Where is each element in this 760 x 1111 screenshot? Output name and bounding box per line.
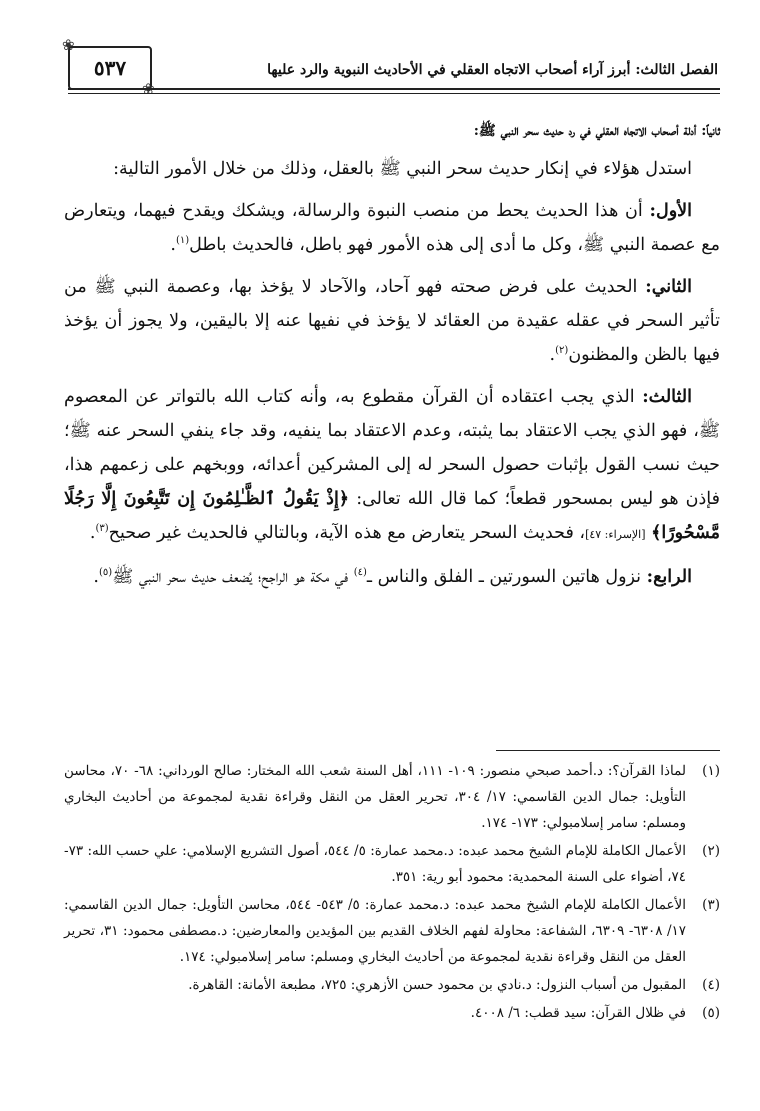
point-label: الرابع: [646, 567, 692, 587]
header-rule-thin [68, 93, 720, 94]
footnote-text: لماذا القرآن؟: د.أحمد صبحي منصور: ١٠٩- ١١١، أهل السنة شعب الله المختار: صالح الورداني: ٦٨- ٧٠، محاسن التأويل: جمال الدين القاسمي: ١٧/ ٣٠٤، تحرير العقل من النقل وقراءة نقدية لمجموعة من أحاديث البخاري ومسلم: سامر إسلامبولي: ١٧٣- ١٧٤. [64, 763, 687, 831]
footnote-ref[interactable]: (٢) [555, 345, 569, 357]
corner-ornament-icon: ❀ [62, 36, 75, 54]
footnote-item [64, 1000, 720, 1026]
header-rule [68, 88, 720, 90]
quran-verse: ﴿إِذْ يَقُولُ ٱلظَّـٰلِمُونَ إِن تَتَّبِعُونَ إِلَّا رَجُلًا مَّسْحُورًا﴾ [64, 489, 720, 543]
footnote-ref[interactable]: (٣) [95, 523, 109, 535]
point-label: الثاني: [645, 277, 692, 297]
point-tail: . [93, 567, 99, 587]
footnote-text: في ظلال القرآن: سيد قطب: ٦/ ٤٠٠٨. [470, 1005, 686, 1021]
point-label: الأول: [649, 201, 692, 221]
footnote-separator [496, 750, 720, 751]
footnote-item [64, 892, 720, 970]
point-tail: . [170, 235, 176, 255]
footnote-ref[interactable]: (١) [175, 235, 190, 247]
point-text: الحديث على فرض صحته فهو آحاد، والآحاد لا يؤخذ بها، وعصمة النبي ﷺ من تأثير السحر في عقله عقيدة من العقائد لا يؤخذ في نفيها عنه إلا باليقين، ولا يجوز أن يؤخذ فيها بالظن والمظنون [64, 277, 720, 365]
intro-text: استدل هؤلاء في إنكار حديث سحر النبي ﷺ بالعقل، وذلك من خلال الأمور التالية: [113, 159, 692, 179]
point-second [64, 270, 720, 372]
point-third [64, 380, 720, 552]
footnote-item [64, 838, 720, 890]
footnote-number: (٣) [702, 897, 720, 913]
footnote-number: (٤) [702, 977, 720, 993]
point-text: الذي يجب اعتقاده أن القرآن مقطوع به، وأنه كتاب الله بالتواتر عن المعصوم ﷺ، فهو الذي يجب الاعتقاد بما يثبته، وعدم الاعتقاد بما ينفيه، وقد جاء ينفي السحر عنه ﷺ؛ حيث نسب القول بإثبات حصول السحر له إلى المشركين أعدائه، ووبخهم على زعمهم هذا، فإذن هو ليس بمسحور قطعاً؛ كما قال الله تعالى: [64, 387, 720, 509]
point-text: أن هذا الحديث يحط من منصب النبوة والرسالة، ويشكك ويقدح فيهما، ويتعارض مع عصمة النبي ﷺ، وكل ما أدى إلى هذه الأمور فهو باطل، فالحديث باطل [64, 201, 720, 255]
footnote-ref[interactable]: (٤) [353, 567, 367, 579]
point-tail: . [549, 345, 556, 365]
point-text-continued: ، فحديث السحر يتعارض مع هذه الآية، وبالتالي فالحديث غير صحيح [108, 523, 586, 543]
footnote-number: (٢) [702, 843, 720, 859]
footnote-text: الأعمال الكاملة للإمام الشيخ محمد عبده: د.محمد عمارة: ٥/ ٥٤٣- ٥٤٤، محاسن التأويل: جمال الدين القاسمي: ١٧/ ٦٣٠٨- ٦٣٠٩، الشفاعة: محاولة لفهم الخلاف القديم بين المؤيدين والمعارضين: د.مصطفى محمود: ٣١، تحرير العقل من النقل وقراءة نقدية لمجموعة من أحاديث البخاري ومسلم: سامر إسلامبولي: ١٧٤. [64, 897, 687, 965]
section-heading: ثانياً: أدلة أصحاب الاتجاه العقلي في رد حديث سحر النبي ﷺ: [473, 123, 720, 139]
point-fourth [64, 560, 720, 594]
body-text [64, 152, 720, 602]
intro-paragraph [64, 152, 720, 186]
page-number: ٥٣٧ [93, 56, 127, 80]
point-text: نزول هاتين السورتين ـ الفلق والناس ـ [366, 567, 642, 587]
footnote-text: الأعمال الكاملة للإمام الشيخ محمد عبده: د.محمد عمارة: ٥/ ٥٤٤، أصول التشريع الإسلامي: علي حسب الله: ٧٣- ٧٤، أضواء على السنة المحمدية: محمود أبو رية: ٣٥١. [64, 843, 686, 885]
footnote-item [64, 972, 720, 998]
point-tail: . [89, 523, 96, 543]
quran-reference: [الإسراء: ٤٧] [585, 528, 646, 541]
corner-ornament-icon: ❀ [142, 80, 155, 98]
point-first [64, 194, 720, 262]
footnote-item [64, 758, 720, 836]
chapter-title: الفصل الثالث: أبرز آراء أصحاب الاتجاه العقلي في الأحاديث النبوية والرد عليها [267, 62, 718, 78]
footnote-ref[interactable]: (٥) [99, 567, 113, 579]
point-text-continued: في مكة هو الراجح؛ يُضعف حديث سحر النبي ﷺ [112, 567, 354, 587]
footnotes [64, 758, 720, 1028]
footnote-number: (٥) [702, 1005, 720, 1021]
footnote-text: المقبول من أسباب النزول: د.نادي بن محمود حسن الأزهري: ٧٢٥، مطبعة الأمانة: القاهرة. [188, 977, 686, 993]
point-label: الثالث: [642, 387, 692, 407]
page-number-frame [68, 46, 152, 90]
footnote-number: (١) [702, 763, 720, 779]
